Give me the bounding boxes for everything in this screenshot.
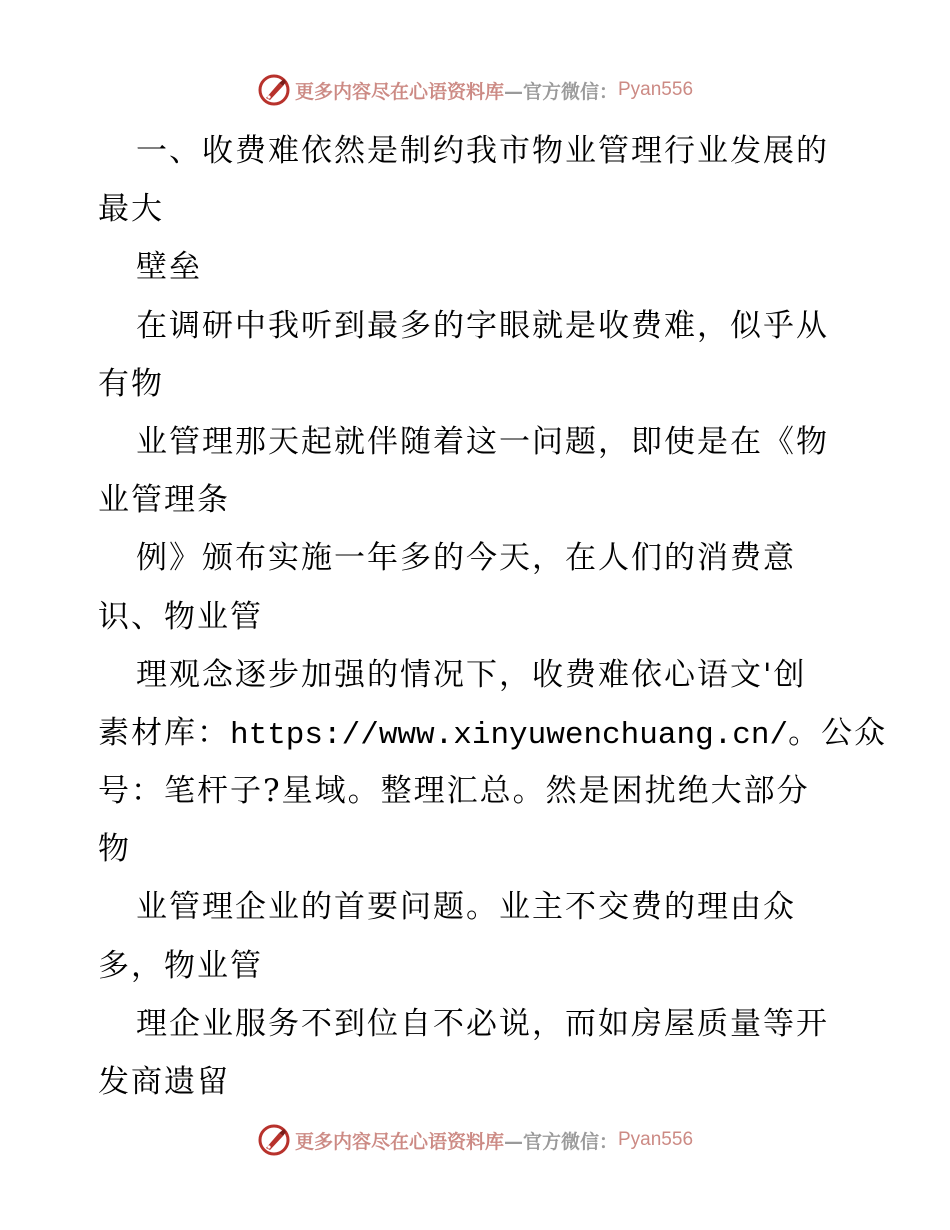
body-line: 识、物业管 <box>98 598 263 635</box>
body-line: 例》颁布实施一年多的今天，在人们的消费意 <box>136 540 796 577</box>
header-banner <box>0 70 950 110</box>
url-text: https://www.xinyuwenchuang.cn/ <box>230 717 789 753</box>
footer-wechat-label: —官方微信： <box>503 1130 618 1153</box>
pen-logo-icon <box>257 1123 291 1157</box>
header-wechat-id: Pyan556 <box>618 79 694 100</box>
body-line: 一、收费难依然是制约我市物业管理行业发展的 <box>136 133 829 169</box>
header-wechat-label: —官方微信： <box>503 80 618 103</box>
body-line: 有物 <box>98 365 164 402</box>
body-line: 壁垒 <box>136 249 202 286</box>
body-line-segment: 。公众 <box>788 714 888 751</box>
footer-banner <box>0 1120 950 1160</box>
body-line-with-url <box>98 704 888 762</box>
body-line-segment: 素材库： <box>98 714 230 751</box>
body-line: 多，物业管 <box>98 947 263 984</box>
body-line: 在调研中我听到最多的字眼就是收费难，似乎从 <box>136 307 829 344</box>
body-line: 发商遗留 <box>98 1064 230 1100</box>
body-line: 业管理那天起就伴随着这一问题，即使是在《物 <box>136 423 829 460</box>
body-line: 业管理条 <box>98 482 230 519</box>
footer-site-name: 更多内容尽在心语资料库 <box>294 1130 504 1153</box>
footer-wechat-id: Pyan556 <box>618 1129 694 1150</box>
pen-logo-icon <box>257 73 291 107</box>
header-site-name: 更多内容尽在心语资料库 <box>294 80 504 103</box>
body-line: 物 <box>98 831 131 868</box>
document-body <box>98 122 888 1111</box>
body-line: 号：笔杆子?星域。整理汇总。然是困扰绝大部分 <box>98 773 810 810</box>
body-line: 理企业服务不到位自不必说，而如房屋质量等开 <box>136 1005 829 1042</box>
body-line: 最大 <box>98 191 164 228</box>
body-line: 业管理企业的首要问题。业主不交费的理由众 <box>136 889 796 926</box>
body-line: 理观念逐步加强的情况下，收费难依心语文'创 <box>136 656 807 693</box>
